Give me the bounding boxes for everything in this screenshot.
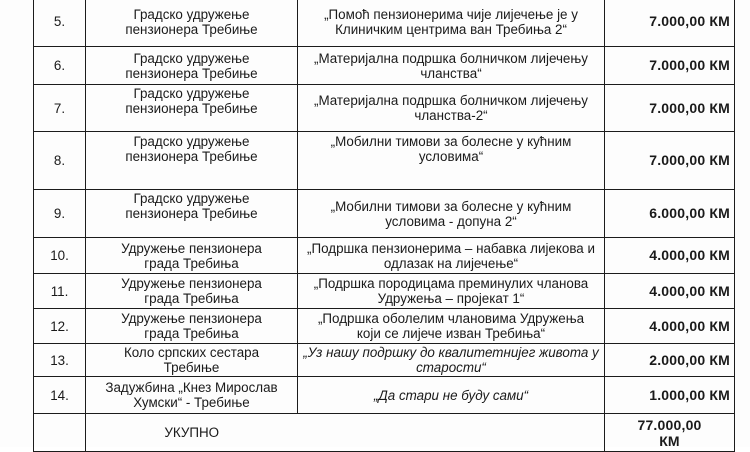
- project-line: чланства“: [420, 65, 482, 81]
- organization-line: Градско удружење: [133, 191, 250, 206]
- table-row: [34, 0, 735, 47]
- organization-line: Удружење пензионера: [121, 311, 262, 326]
- row-number: 10.: [34, 238, 86, 274]
- organization-cell: [86, 274, 298, 309]
- project-line: „Помоћ пензионерима чије лијечење је у: [324, 6, 578, 22]
- organization-line: Градско удружење: [133, 134, 250, 149]
- amount-cell: 2.000,00 КМ: [605, 344, 735, 377]
- organization-line: Градско удружење: [133, 50, 250, 66]
- total-currency: КМ: [659, 432, 680, 449]
- table-row: [34, 377, 735, 414]
- row-number: 11.: [34, 274, 86, 309]
- project-line: „Материјална подршка болничком лијечењу: [314, 50, 588, 66]
- amount-cell: 7.000,00 КМ: [605, 85, 735, 132]
- project-line: „Уз нашу подршку до квалитетнијег живота у: [303, 345, 599, 360]
- organization-cell: [86, 377, 298, 414]
- organization-line: Хумски“ - Требиње: [133, 395, 250, 410]
- amount-cell: 4.000,00 КМ: [605, 309, 735, 344]
- project-cell: [298, 344, 605, 377]
- row-number: 6.: [34, 47, 86, 85]
- project-line: „Материјална подршка болничком лијечењу: [314, 93, 588, 108]
- project-line: „Подршка оболелим члановима Удружења: [317, 311, 585, 326]
- project-cell: [298, 238, 605, 274]
- project-cell: [298, 377, 605, 414]
- project-cell: [298, 190, 605, 238]
- project-cell: [298, 132, 605, 190]
- total-number-cell: [34, 414, 86, 452]
- organization-line: Коло српских сестара: [123, 345, 260, 360]
- organization-cell: [86, 47, 298, 85]
- project-line: који се лијече изван Требиња“: [356, 326, 546, 341]
- table-row: [34, 85, 735, 132]
- amount-cell: 7.000,00 КМ: [605, 0, 735, 47]
- organization-line: града Требиња: [144, 255, 239, 271]
- organization-cell: [86, 0, 298, 47]
- organization-line: Градско удружење: [133, 86, 250, 101]
- organization-line: Задужбина „Кнез Мирослав: [105, 380, 278, 395]
- row-number: 14.: [34, 377, 86, 414]
- table-row: [34, 274, 735, 309]
- organization-cell: [86, 190, 298, 238]
- project-line: условима - допуна 2“: [385, 213, 517, 229]
- organization-line: Удружење пензионера: [121, 276, 262, 291]
- organization-cell: [86, 309, 298, 344]
- project-line: „Мобилни тимови за болесне у кућним: [330, 198, 572, 214]
- organization-line: града Требиња: [144, 326, 239, 341]
- amount-cell: 4.000,00 КМ: [605, 274, 735, 309]
- project-line: „Подршка пензионерима – набавка лијекова и: [307, 240, 595, 256]
- organization-line: пензионера Требиње: [125, 65, 258, 81]
- project-cell: [298, 85, 605, 132]
- amount-cell: 7.000,00 КМ: [605, 132, 735, 190]
- row-number: 9.: [34, 190, 86, 238]
- project-line: „Мобилни тимови за болесне у кућним: [330, 134, 572, 149]
- project-line: Клиничким центрима ван Требиња 2“: [335, 21, 567, 37]
- row-number: 13.: [34, 344, 86, 377]
- table-row: [34, 344, 735, 377]
- grants-table: [33, 0, 735, 452]
- organization-cell: [86, 85, 298, 132]
- project-cell: [298, 274, 605, 309]
- amount-cell: 4.000,00 КМ: [605, 238, 735, 274]
- organization-line: Градско удружење: [133, 6, 250, 22]
- project-cell: [298, 309, 605, 344]
- project-line: условима“: [418, 149, 484, 164]
- total-row: [34, 414, 735, 452]
- organization-line: града Требиња: [144, 291, 239, 306]
- row-number: 12.: [34, 309, 86, 344]
- organization-line: пензионера Требиње: [125, 206, 258, 221]
- organization-cell: [86, 344, 298, 377]
- table-row: [34, 190, 735, 238]
- project-line: чланства-2“: [414, 108, 488, 123]
- organization-line: Удружење пензионера: [121, 240, 262, 256]
- table-row: [34, 309, 735, 344]
- project-line: „Подршка породицама преминулих чланова: [313, 276, 589, 291]
- organization-line: Требиње: [163, 360, 220, 375]
- total-spacer-cell: [298, 414, 605, 452]
- project-line: Удружења – пројекат 1“: [377, 291, 525, 306]
- table-row: [34, 238, 735, 274]
- organization-line: пензионера Требиње: [125, 101, 258, 116]
- row-number: 8.: [34, 132, 86, 190]
- total-amount-cell: [605, 414, 735, 452]
- amount-cell: 6.000,00 КМ: [605, 190, 735, 238]
- organization-cell: [86, 132, 298, 190]
- project-cell: [298, 0, 605, 47]
- organization-line: пензионера Требиње: [125, 149, 258, 164]
- project-cell: [298, 47, 605, 85]
- project-line: „Да стари не буду сами“: [373, 387, 529, 403]
- table-row: [34, 47, 735, 85]
- total-amount: 77.000,00: [637, 416, 702, 433]
- table-row: [34, 132, 735, 190]
- organization-line: пензионера Требиње: [125, 21, 258, 37]
- project-line: старости“: [416, 360, 486, 375]
- organization-cell: [86, 238, 298, 274]
- row-number: 5.: [34, 0, 86, 47]
- row-number: 7.: [34, 85, 86, 132]
- project-line: одлазак на лијечење“: [383, 255, 519, 271]
- total-label: УКУПНО: [86, 414, 298, 452]
- amount-cell: 1.000,00 КМ: [605, 377, 735, 414]
- amount-cell: 7.000,00 КМ: [605, 47, 735, 85]
